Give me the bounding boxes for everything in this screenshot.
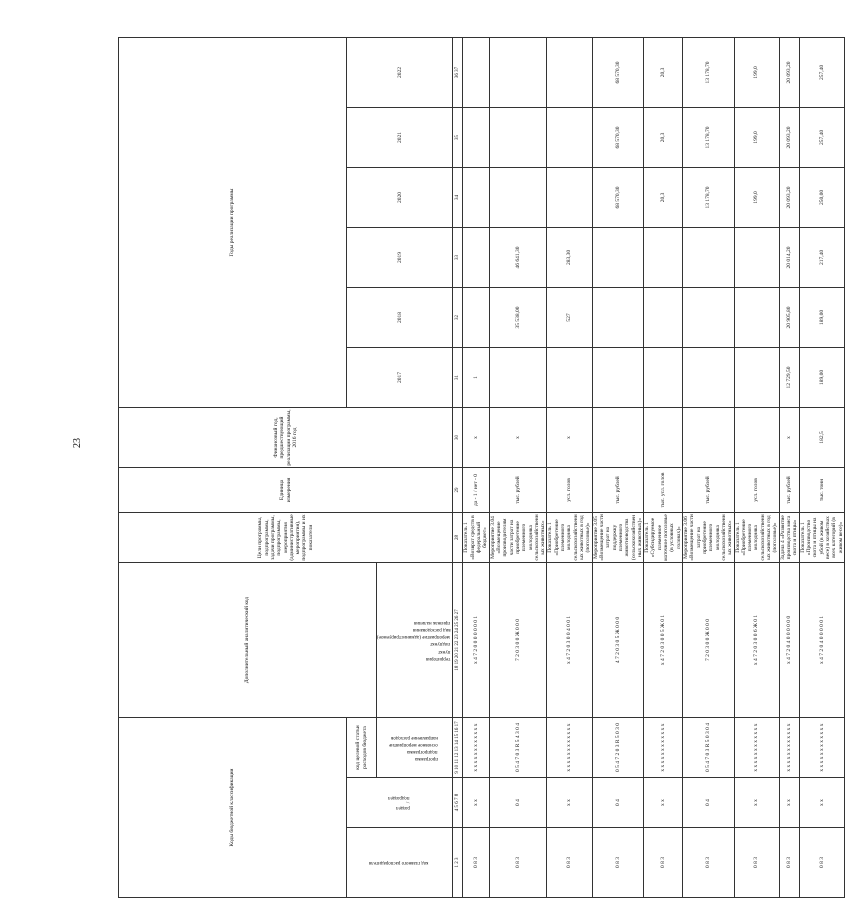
code-admin-cell: 0 8 3 bbox=[779, 828, 799, 898]
index-cell: 29 bbox=[453, 467, 463, 512]
header-section: раздел / подраздел bbox=[347, 778, 453, 828]
header-years: Годы реализации программы bbox=[119, 37, 347, 407]
budget-table-sheet bbox=[118, 38, 844, 898]
year-value-2019 bbox=[683, 227, 735, 287]
code-admin-cell: 0 8 3 bbox=[547, 828, 592, 898]
code-admin-cell: 0 8 3 bbox=[799, 828, 844, 898]
year-2020: 2020 bbox=[347, 167, 453, 227]
unit-cell: тыс. усл. голов bbox=[644, 467, 683, 512]
year-value-2017 bbox=[644, 347, 683, 407]
fiscal-year-value: 182,5 bbox=[799, 407, 844, 467]
year-value-2021: 199,0 bbox=[734, 107, 779, 167]
year-value-2022 bbox=[463, 37, 489, 107]
index-cell: 32 bbox=[453, 287, 463, 347]
code-section-cell: x x bbox=[734, 778, 779, 828]
table-row bbox=[683, 37, 735, 897]
unit-cell: усл. голов bbox=[734, 467, 779, 512]
code-section-cell: 0 4 bbox=[489, 778, 547, 828]
year-2019: 2019 bbox=[347, 227, 453, 287]
header-analytic-code: Дополнительный аналитический код bbox=[119, 562, 377, 717]
unit-cell: тыс. рублей bbox=[489, 467, 547, 512]
year-value-2019 bbox=[734, 227, 779, 287]
year-value-2018: 20 905,80 bbox=[779, 287, 799, 347]
header-unit: Единица измерения bbox=[119, 467, 453, 512]
fiscal-year-value: x bbox=[463, 407, 489, 467]
code-analytic-cell: 7 2 0 3 0 0 Ж 0 0 0 bbox=[489, 562, 547, 717]
unit-cell: тыс. рублей bbox=[592, 467, 644, 512]
budget-table bbox=[118, 37, 845, 898]
fiscal-year-value bbox=[592, 407, 644, 467]
year-value-2022: 20 093,20 bbox=[779, 37, 799, 107]
year-value-2018 bbox=[592, 287, 644, 347]
year-value-2021: 20,3 bbox=[644, 107, 683, 167]
header-analytic-parts: территория пункт подпункт мероприятие (администрируемое) вид расходования признак наличия bbox=[377, 562, 453, 717]
year-value-2017 bbox=[734, 347, 779, 407]
unit-cell: усл. голов bbox=[547, 467, 592, 512]
table-row bbox=[592, 37, 644, 897]
index-cell: 30 bbox=[453, 407, 463, 467]
fiscal-year-value: x bbox=[779, 407, 799, 467]
code-analytic-cell: x 4 7 2 0 3 0 0 5 Ж 0 1 bbox=[644, 562, 683, 717]
header-budget-codes: Коды бюджетной классификации bbox=[119, 717, 347, 897]
year-value-2021 bbox=[463, 107, 489, 167]
fiscal-year-value: x bbox=[489, 407, 547, 467]
code-admin-cell: 0 8 3 bbox=[683, 828, 735, 898]
year-value-2020 bbox=[547, 167, 592, 227]
code-section-cell: x x bbox=[779, 778, 799, 828]
year-value-2017: 1 bbox=[463, 347, 489, 407]
goal-description: Показатель 1 «Производство скота и птицы на убой (в живом весе) в хозяйствах всех категорий (в живом весе)» bbox=[799, 512, 844, 562]
year-value-2020: 13 178,70 bbox=[683, 167, 735, 227]
year-value-2020: 199,0 bbox=[734, 167, 779, 227]
index-cell: 36 37 bbox=[453, 37, 463, 107]
code-target-cell: 0 5 4 7 0 3 R 5 0 3 0 4 bbox=[683, 717, 735, 777]
table-row bbox=[644, 37, 683, 897]
index-row bbox=[453, 37, 463, 897]
fiscal-year-value bbox=[683, 407, 735, 467]
fiscal-year-value bbox=[644, 407, 683, 467]
code-target-cell: x x x x x x x x x x x x bbox=[463, 717, 489, 777]
year-2021: 2021 bbox=[347, 107, 453, 167]
index-cell: 28 bbox=[453, 512, 463, 562]
goal-description: Показатель 1 «Возврат средств в федеральный бюджет» bbox=[463, 512, 489, 562]
code-target-cell: x x x x x x x x x x x x bbox=[799, 717, 844, 777]
code-section-cell: x x bbox=[644, 778, 683, 828]
table-row bbox=[547, 37, 592, 897]
code-target-cell: 0 5 4 7 2 0 3 R 5 0 3 0 bbox=[592, 717, 644, 777]
year-value-2022: 20,3 bbox=[644, 37, 683, 107]
header-admin-code: код главного распорядителя bbox=[347, 828, 453, 898]
year-2018: 2018 bbox=[347, 287, 453, 347]
goal-description: Мероприятие 3.05 «Возмещение части затрат на поддержку племенного животноводства (сельскохозяйственных животных)» bbox=[592, 514, 643, 561]
year-value-2021 bbox=[489, 107, 547, 167]
code-analytic-cell: x 4 7 2 0 4 0 0 0 0 0 0 bbox=[779, 562, 799, 717]
year-value-2022 bbox=[489, 37, 547, 107]
index-cell: 33 bbox=[453, 227, 463, 287]
code-admin-cell: 0 8 3 bbox=[644, 828, 683, 898]
goal-description: Мероприятие 3.06 «Возмещение части затрат на приобретение племенного молодняка сельскохозяйственных животных» bbox=[683, 514, 734, 561]
header-goals: Цели программы, подпрограммы, задачи программы, подпрограммы, мероприятия (административные мероприятия), подпрограммы и их показатели bbox=[119, 512, 453, 562]
goal-description: Показатель 1 «Приобретение племенного молодняка сельскохозяйственных животных в год (поголовье)» bbox=[547, 514, 592, 561]
year-value-2019 bbox=[463, 227, 489, 287]
code-admin-cell: 0 8 3 bbox=[489, 828, 547, 898]
table-body bbox=[453, 37, 844, 897]
year-value-2017 bbox=[547, 347, 592, 407]
year-value-2021: 13 178,70 bbox=[683, 107, 735, 167]
unit-cell: тыс. рублей bbox=[683, 467, 735, 512]
year-2022: 2022 bbox=[347, 37, 453, 107]
code-analytic-cell: x 4 7 2 0 4 0 0 0 0 0 1 bbox=[799, 562, 844, 717]
year-value-2020: 20,3 bbox=[644, 167, 683, 227]
year-value-2018 bbox=[463, 287, 489, 347]
goal-description: Показатель 1 «Субсидируемое племенное маточное поголовье (в условных головах)» bbox=[644, 514, 682, 561]
table-row bbox=[799, 37, 844, 897]
year-value-2022: 13 178,70 bbox=[683, 37, 735, 107]
code-target-cell: 0 5 4 7 0 3 R 5 4 3 0 4 bbox=[489, 717, 547, 777]
year-value-2019: 283,30 bbox=[547, 227, 592, 287]
code-admin-cell: 0 8 3 bbox=[463, 828, 489, 898]
code-admin-cell: 0 8 3 bbox=[734, 828, 779, 898]
code-analytic-cell: x 4 7 2 0 3 0 0 6 Ж 0 1 bbox=[734, 562, 779, 717]
year-value-2022: 257,40 bbox=[799, 37, 844, 107]
year-value-2018 bbox=[734, 287, 779, 347]
index-cell: 9 10 11 12 13 14 15 16 17 bbox=[453, 717, 463, 777]
code-section-cell: x x bbox=[547, 778, 592, 828]
year-value-2020: 250,00 bbox=[799, 167, 844, 227]
year-value-2022 bbox=[547, 37, 592, 107]
index-cell: 34 bbox=[453, 167, 463, 227]
year-2017: 2017 bbox=[347, 347, 453, 407]
year-value-2018: 189,00 bbox=[799, 287, 844, 347]
goal-description: Задача 4 «Развитие производства мяса скота и птицы» bbox=[779, 512, 799, 562]
header-target-article: код целевой статьи расходов бюджета bbox=[347, 717, 377, 777]
year-value-2019: 46 641,30 bbox=[489, 227, 547, 287]
table-row bbox=[779, 37, 799, 897]
code-admin-cell: 0 8 3 bbox=[592, 828, 644, 898]
table-row bbox=[463, 37, 489, 897]
code-target-cell: x x x x x x x x x x x x bbox=[779, 717, 799, 777]
code-analytic-cell: 4 7 2 0 3 0 5 Ж 0 0 0 bbox=[592, 562, 644, 717]
code-analytic-cell: x 4 7 2 0 0 0 0 0 0 0 1 bbox=[463, 562, 489, 717]
year-value-2018: 527 bbox=[547, 287, 592, 347]
index-cell: 1 2 3 bbox=[453, 828, 463, 898]
year-value-2020 bbox=[489, 167, 547, 227]
year-value-2017 bbox=[683, 347, 735, 407]
index-cell: 4 5 6 7 8 bbox=[453, 778, 463, 828]
year-value-2018 bbox=[644, 287, 683, 347]
code-analytic-cell: x 4 7 2 0 3 0 0 4 0 0 1 bbox=[547, 562, 592, 717]
goal-description: Показатель 1 «Приобретение племенного молодняка сельскохозяйственных животных в год (поголовье)» bbox=[734, 514, 779, 561]
code-target-cell: x x x x x x x x x x x x bbox=[644, 717, 683, 777]
year-value-2017 bbox=[592, 347, 644, 407]
year-value-2017 bbox=[489, 347, 547, 407]
fiscal-year-value: x bbox=[547, 407, 592, 467]
code-target-cell: x x x x x x x x x x x x bbox=[547, 717, 592, 777]
year-value-2018 bbox=[683, 287, 735, 347]
code-section-cell: x x bbox=[799, 778, 844, 828]
year-value-2021 bbox=[547, 107, 592, 167]
year-value-2017: 12 729,50 bbox=[779, 347, 799, 407]
year-value-2019: 217,40 bbox=[799, 227, 844, 287]
index-cell: 31 bbox=[453, 347, 463, 407]
table-row bbox=[489, 37, 547, 897]
unit-cell: тыс. рублей bbox=[779, 467, 799, 512]
year-value-2021: 68 570,30 bbox=[592, 107, 644, 167]
year-value-2018: 35 538,00 bbox=[489, 287, 547, 347]
index-cell: 18 19 20 21 22 23 24 25 26 27 bbox=[453, 562, 463, 717]
code-target-cell: x x x x x x x x x x x x bbox=[734, 717, 779, 777]
unit-cell: да - 1 / нет - 0 bbox=[463, 467, 489, 512]
year-value-2020 bbox=[463, 167, 489, 227]
code-section-cell: 0 4 bbox=[683, 778, 735, 828]
year-value-2021: 257,40 bbox=[799, 107, 844, 167]
year-value-2019 bbox=[592, 227, 644, 287]
year-value-2019: 20 014,20 bbox=[779, 227, 799, 287]
year-value-2021: 20 093,20 bbox=[779, 107, 799, 167]
header-program: программа подпрограмма основное мероприятие направление расходов bbox=[377, 717, 453, 777]
page-number: 23 bbox=[72, 438, 83, 448]
code-section-cell: x x bbox=[463, 778, 489, 828]
year-value-2022: 199,0 bbox=[734, 37, 779, 107]
code-section-cell: 0 4 bbox=[592, 778, 644, 828]
year-value-2022: 68 570,30 bbox=[592, 37, 644, 107]
header-fiscal-year: Финансовый год, предшествующий реализации программы, 2016 год bbox=[119, 407, 453, 467]
year-value-2020: 20 093,20 bbox=[779, 167, 799, 227]
index-cell: 35 bbox=[453, 107, 463, 167]
year-value-2019 bbox=[644, 227, 683, 287]
year-value-2020: 68 570,30 bbox=[592, 167, 644, 227]
code-analytic-cell: 7 2 0 3 0 0 Ж 0 0 0 bbox=[683, 562, 735, 717]
year-value-2017: 189,00 bbox=[799, 347, 844, 407]
unit-cell: тыс. тонн bbox=[799, 467, 844, 512]
fiscal-year-value bbox=[734, 407, 779, 467]
table-row bbox=[734, 37, 779, 897]
goal-description: Мероприятие 3.04 «Возмещение производителям части затрат на приобретение племенного молодняка сельскохозяйственных животных» bbox=[489, 514, 547, 561]
